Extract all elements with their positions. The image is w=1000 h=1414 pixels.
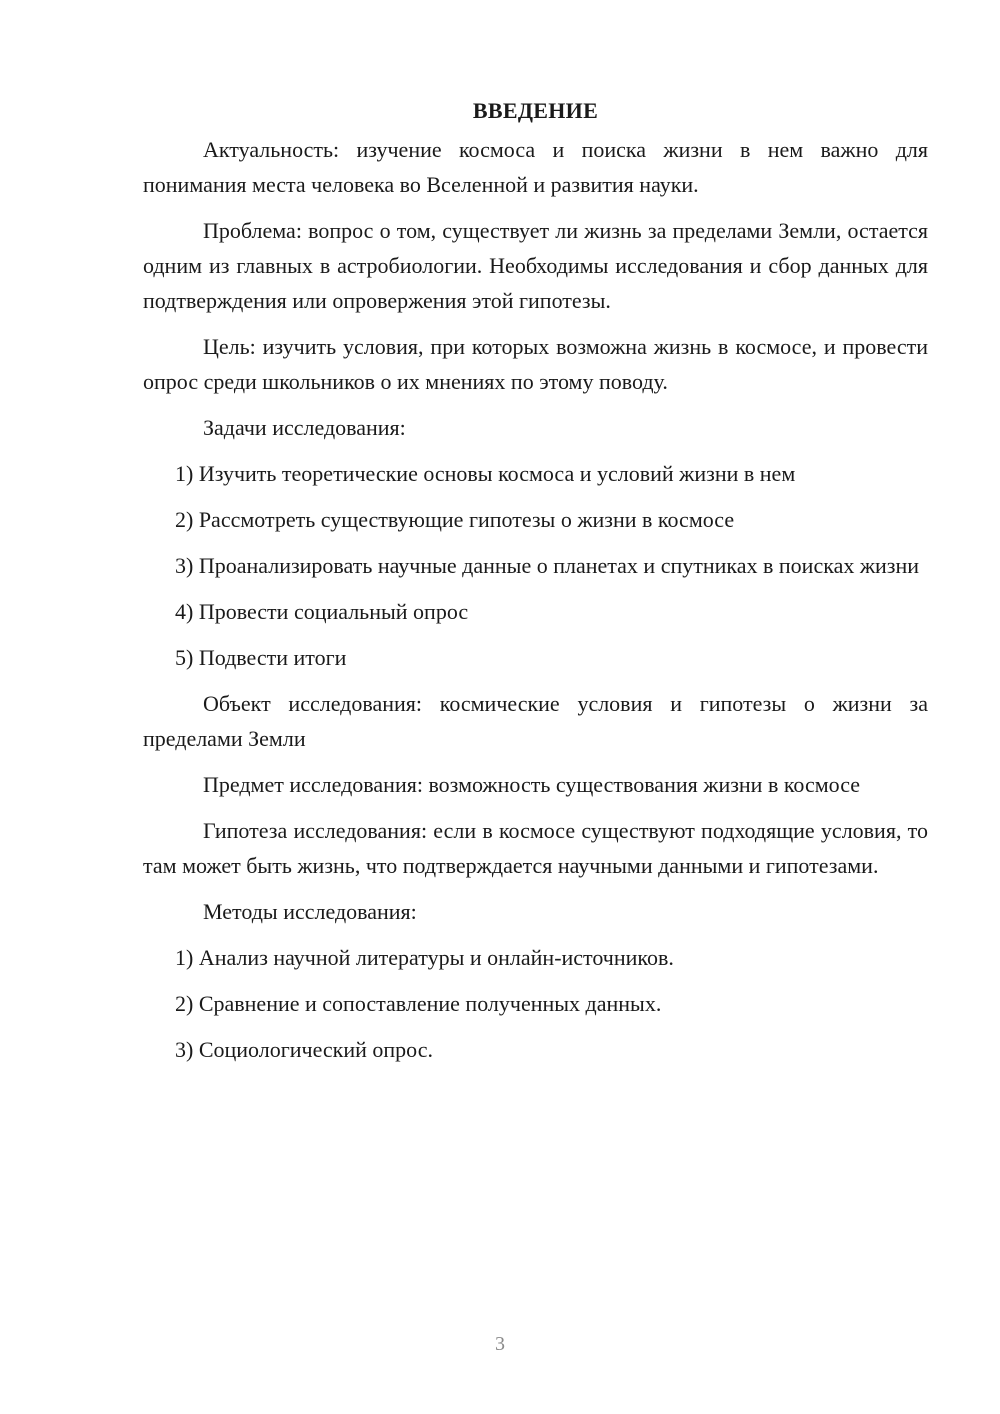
task-item-4: 4) Провести социальный опрос: [175, 599, 469, 624]
document-page: [143, 94, 928, 1078]
method-item-3: 3) Социологический опрос.: [175, 1037, 433, 1062]
methods-heading: Методы исследования:: [203, 899, 417, 924]
relevance-paragraph: Актуальность: изучение космоса и поиска жизни в нем важно для понимания места человека во Вселенной и развития науки.: [143, 137, 928, 197]
task-item-3: 3) Проанализировать научные данные о планетах и спутниках в поисках жизни: [175, 553, 920, 578]
problem-paragraph: Проблема: вопрос о том, существует ли жизнь за пределами Земли, остается одним из главных в астробиологии. Необходимы исследования и сбор данных для подтверждения или опровержения этой гипотезы.: [143, 218, 928, 313]
subject-paragraph: Предмет исследования: возможность существования жизни в космосе: [203, 772, 860, 797]
object-paragraph: Объект исследования: космические условия и гипотезы о жизни за пределами Земли: [143, 691, 928, 751]
method-item-1: 1) Анализ научной литературы и онлайн-источников.: [175, 945, 674, 970]
task-item-2: 2) Рассмотреть существующие гипотезы о жизни в космосе: [175, 507, 735, 532]
tasks-heading: Задачи исследования:: [203, 415, 406, 440]
method-item-2: 2) Сравнение и сопоставление полученных данных.: [175, 991, 662, 1016]
goal-paragraph: Цель: изучить условия, при которых возможна жизнь в космосе, и провести опрос среди школьников о их мнениях по этому поводу.: [143, 334, 928, 394]
page-title: ВВЕДЕНИЕ: [472, 98, 599, 123]
page-number: 3: [495, 1333, 505, 1355]
hypothesis-paragraph: Гипотеза исследования: если в космосе существуют подходящие условия, то там может быть жизнь, что подтверждается научными данными и гипотезами.: [143, 818, 928, 878]
task-item-5: 5) Подвести итоги: [175, 645, 347, 670]
task-item-1: 1) Изучить теоретические основы космоса и условий жизни в нем: [175, 461, 796, 486]
